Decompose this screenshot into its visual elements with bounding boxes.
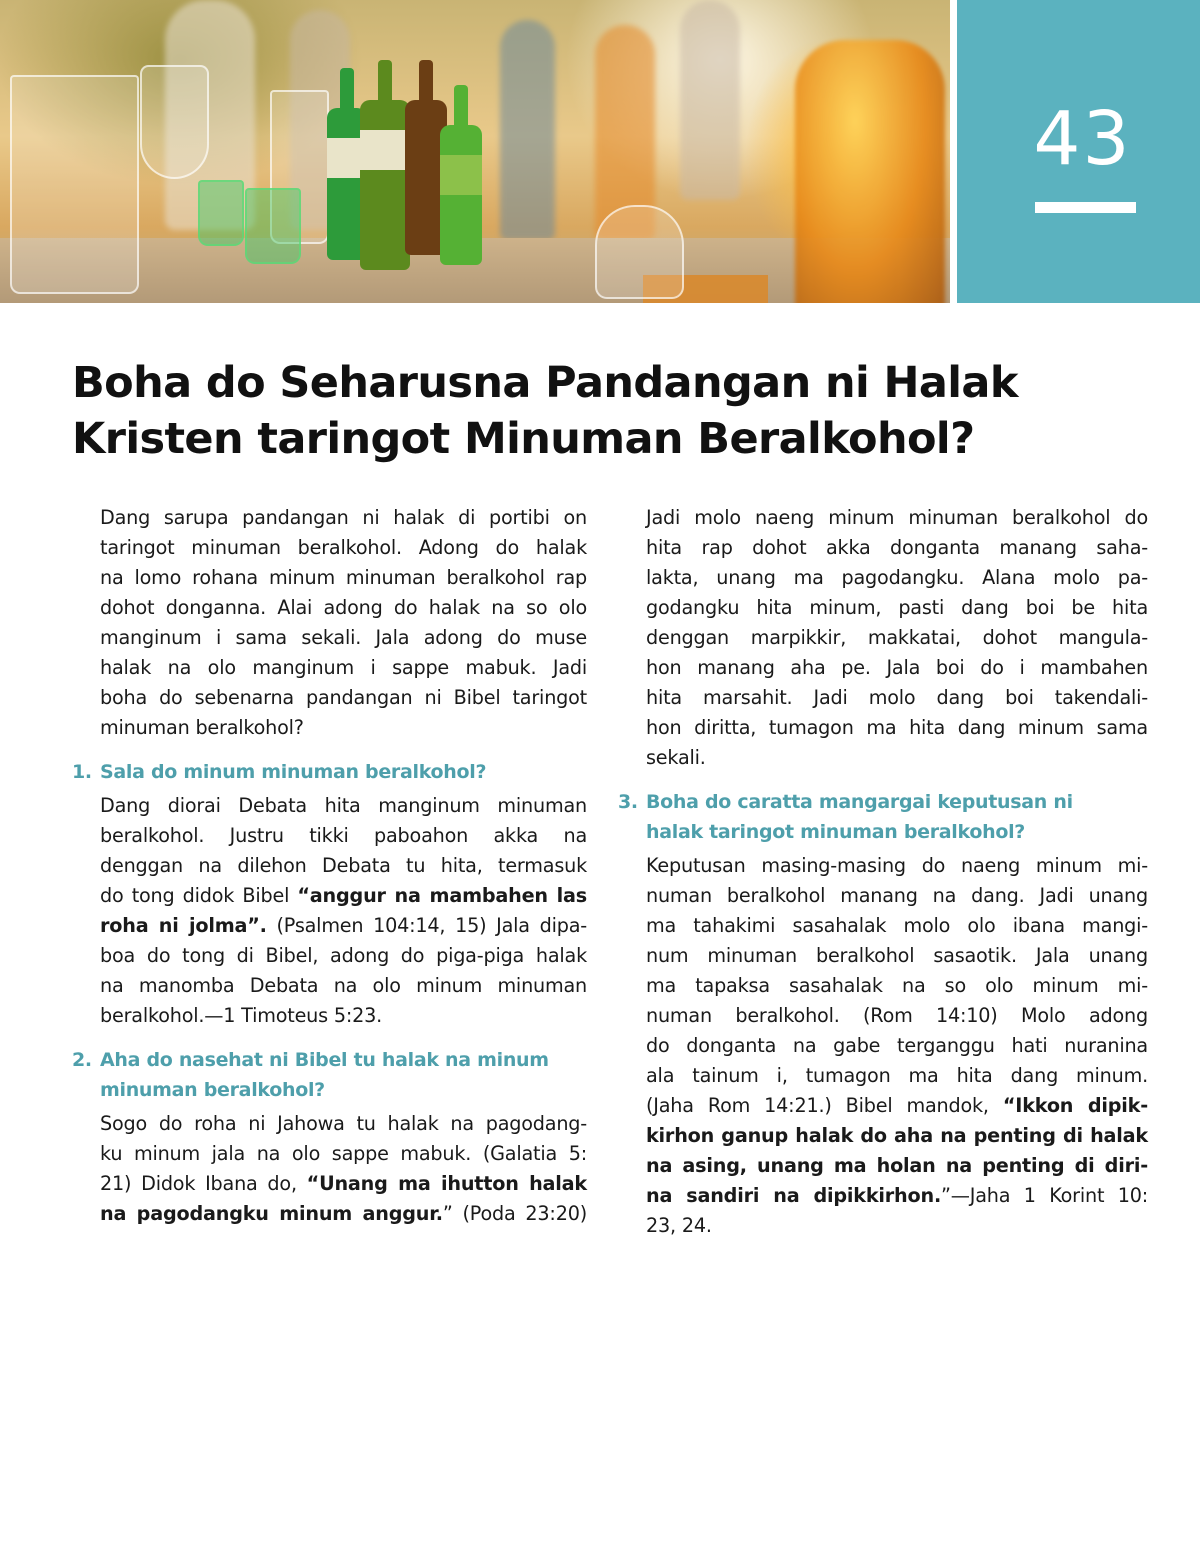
photo-wine-glass <box>140 65 209 179</box>
page-title <box>72 355 1122 467</box>
text-line <box>100 821 587 851</box>
bold-quote: “Ikkon dipik- <box>1002 1094 1149 1117</box>
header-photo <box>0 0 950 303</box>
text-line <box>100 911 587 941</box>
text-run: ma tapaksa sasahalak na so olo minum mi- <box>646 974 1148 997</box>
question-heading-line: Aha do nasehat ni Bibel tu halak na minum <box>100 1049 549 1071</box>
text-line <box>100 791 587 821</box>
question-heading-line: halak taringot minuman beralkohol? <box>646 821 1026 843</box>
text-run: 21) Didok Ibana do, <box>100 1172 307 1195</box>
text-line <box>100 1001 587 1031</box>
text-run: numan beralkohol. (Rom 14:10) Molo adong <box>646 1004 1148 1027</box>
question-number: 1. <box>72 761 92 783</box>
text-run: ala tainum i, tumagon ma hita dang minum. <box>646 1064 1148 1087</box>
text-run: 23, 24. <box>646 1214 712 1237</box>
text-line <box>646 1001 1148 1031</box>
text-line <box>646 1181 1148 1211</box>
text-line <box>100 881 587 911</box>
text-line: dohot donganna. Alai adong do halak na so olo <box>100 596 587 619</box>
text-line <box>646 971 1148 1001</box>
text-line: Dang sarupa pandangan ni halak di portibi on <box>100 506 587 529</box>
text-run: ma tahakimi sasahalak molo olo ibana mangi- <box>646 914 1148 937</box>
text-run: do donganta na gabe terganggu hati nuranina <box>646 1034 1148 1057</box>
text-line: na lomo rohana minum minuman beralkohol rap <box>100 566 587 589</box>
question-heading-line: minuman beralkohol? <box>100 1079 325 1101</box>
text-run: (Psalmen 104:14, 15) Jala dipa- <box>266 914 587 937</box>
chapter-underline <box>1035 202 1136 213</box>
text-run: hon manang aha pe. Jala boi do i mambahen <box>646 656 1148 679</box>
text-run: Sogo do roha ni Jahowa tu halak na pagodang- <box>100 1112 587 1135</box>
text-run: ku minum jala na olo sappe mabuk. (Galatia 5: <box>100 1142 587 1165</box>
intro-paragraph <box>100 503 587 743</box>
answer-paragraph-1 <box>100 791 587 1031</box>
title-line: Kristen taringot Minuman Beralkohol? <box>72 414 975 464</box>
question-heading-1 <box>72 757 587 787</box>
photo-person <box>500 20 555 240</box>
text-run: denggan na dilehon Debata tu hita, termasuk <box>100 854 587 877</box>
text-line <box>646 1031 1148 1061</box>
text-line <box>646 623 1148 653</box>
text-line <box>646 851 1148 881</box>
text-line <box>100 941 587 971</box>
question-heading-line: Boha do caratta mangargai keputusan ni <box>646 791 1073 813</box>
text-line <box>646 503 1148 533</box>
text-run: beralkohol.—1 Timoteus 5:23. <box>100 1004 383 1027</box>
text-line <box>100 851 587 881</box>
photo-glass <box>595 205 684 299</box>
bold-quote: “anggur na mambahen las <box>297 884 587 907</box>
text-line <box>100 1199 587 1229</box>
text-line <box>646 683 1148 713</box>
text-run: beralkohol. Justru tikki paboahon akka na <box>100 824 587 847</box>
text-line <box>646 743 1148 773</box>
photo-ice-bucket <box>10 75 139 294</box>
right-column <box>618 503 1148 1241</box>
text-line <box>646 1151 1148 1181</box>
text-line: boha do sebenarna pandangan ni Bibel taringot <box>100 686 587 709</box>
answer-paragraph-3 <box>646 851 1148 1241</box>
text-run: do tong didok Bibel <box>100 884 298 907</box>
text-run: Keputusan masing-masing do naeng minum mi- <box>646 854 1148 877</box>
question-number: 2. <box>72 1049 92 1071</box>
photo-amber-bottle <box>795 40 945 303</box>
question-heading-3 <box>618 787 1148 847</box>
photo-green-bottle <box>440 125 482 265</box>
text-line <box>646 911 1148 941</box>
text-line <box>100 1139 587 1169</box>
text-run: godangku hita minum, pasti dang boi be hita <box>646 596 1148 619</box>
text-line <box>646 941 1148 971</box>
text-line <box>646 713 1148 743</box>
bold-quote: na asing, unang ma holan na penting di diri- <box>646 1154 1148 1177</box>
photo-green-glass <box>198 180 244 246</box>
text-run: hita rap dohot akka donganta manang saha- <box>646 536 1148 559</box>
text-line: halak na olo manginum i sappe mabuk. Jadi <box>100 656 587 679</box>
text-run: denggan marpikkir, makkatai, dohot mangula- <box>646 626 1148 649</box>
bold-quote: na sandiri na dipikkirhon. <box>646 1184 942 1207</box>
text-run: ”—Jaha 1 Korint 10: <box>941 1184 1148 1207</box>
question-heading-2 <box>72 1045 587 1105</box>
bold-quote: kirhon ganup halak do aha na penting di halak <box>646 1124 1148 1147</box>
text-line <box>646 593 1148 623</box>
title-line: Boha do Seharusna Pandangan ni Halak <box>72 358 1018 408</box>
text-line <box>646 563 1148 593</box>
text-run: Jadi molo naeng minum minuman beralkohol do <box>646 506 1148 529</box>
photo-green-glass <box>245 188 301 264</box>
text-line <box>646 1091 1148 1121</box>
answer-paragraph-2a <box>100 1109 587 1229</box>
text-line <box>646 1211 1148 1241</box>
text-run: na manomba Debata na olo minum minuman <box>100 974 587 997</box>
text-line: manginum i sama sekali. Jala adong do muse <box>100 626 587 649</box>
text-line <box>100 971 587 1001</box>
text-run: hon diritta, tumagon ma hita dang minum sama <box>646 716 1148 739</box>
question-number: 3. <box>618 791 638 813</box>
bold-quote: roha ni jolma”. <box>100 914 267 937</box>
photo-person <box>680 0 740 200</box>
text-run: num minuman beralkohol sasaotik. Jala unang <box>646 944 1148 967</box>
text-run: numan beralkohol manang na dang. Jadi unang <box>646 884 1148 907</box>
text-line <box>100 1109 587 1139</box>
text-run: hita marsahit. Jadi molo dang boi takendali- <box>646 686 1148 709</box>
text-line: minuman beralkohol? <box>100 716 304 739</box>
text-line: taringot minuman beralkohol. Adong do halak <box>100 536 587 559</box>
text-run: lakta, unang ma pagodangku. Alana molo pa- <box>646 566 1148 589</box>
chapter-number: 43 <box>1033 96 1132 182</box>
text-line <box>646 881 1148 911</box>
question-heading-line: Sala do minum minuman beralkohol? <box>100 761 487 783</box>
bold-quote: “Unang ma ihutton halak <box>306 1172 587 1195</box>
left-column <box>72 503 587 1229</box>
text-line <box>646 1121 1148 1151</box>
text-run: (Jaha Rom 14:21.) Bibel mandok, <box>646 1094 1003 1117</box>
text-line <box>646 1061 1148 1091</box>
text-run: ” (Poda 23:20) <box>442 1202 587 1225</box>
text-line <box>100 1169 587 1199</box>
text-run: sekali. <box>646 746 706 769</box>
answer-paragraph-2b <box>646 503 1148 773</box>
text-run: boa do tong di Bibel, adong do piga-piga halak <box>100 944 587 967</box>
photo-green-bottle <box>360 100 410 270</box>
text-line <box>646 533 1148 563</box>
text-line <box>646 653 1148 683</box>
text-run: Dang diorai Debata hita manginum minuman <box>100 794 587 817</box>
bold-quote: na pagodangku minum anggur. <box>100 1202 443 1225</box>
chapter-badge <box>957 0 1200 303</box>
